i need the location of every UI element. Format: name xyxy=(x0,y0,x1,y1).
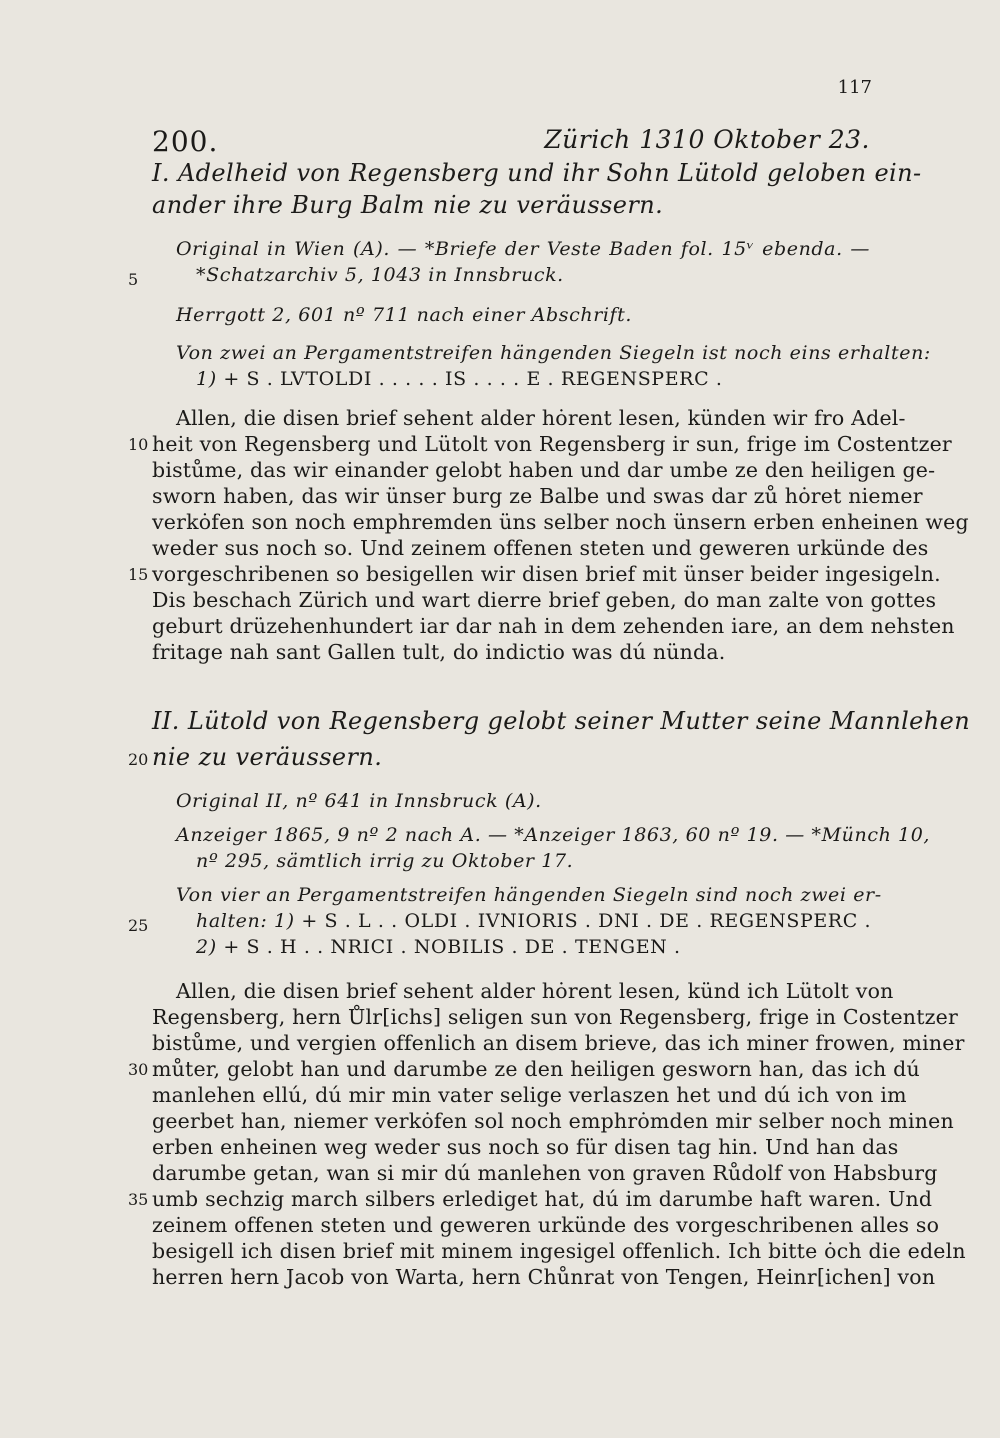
part2-text-line: můter, gelobt han und darumbe ze den heiligen gesworn han, das ich dú xyxy=(152,1057,920,1081)
part1-text-line: bistůme, das wir einander gelobt haben und dar umbe ze den heiligen ge- xyxy=(152,458,936,482)
part1-seal-legend: S . LVTOLDI . . . . . IS . . . . E . REGENSPERC . xyxy=(246,368,723,390)
part2-seal-line xyxy=(196,908,870,934)
document-number: 200. xyxy=(152,125,219,158)
part2-text-line: geerbet han, niemer verkȯfen sol noch emphrȯmden mir selber noch minen xyxy=(152,1109,954,1133)
page-number: 117 xyxy=(837,77,872,98)
part1-heading-line: ander ihre Burg Balm nie zu veräussern. xyxy=(152,191,664,219)
part1-text-line: verkȯfen son noch emphremden üns selber noch ünsern erben enheinen weg xyxy=(152,510,969,534)
part2-text-line: darumbe getan, wan si mir dú manlehen von graven Růdolf von Habsburg xyxy=(152,1161,938,1185)
part2-text-line: zeinem offenen steten und geweren urkünde des vorgeschribenen alles so xyxy=(152,1213,940,1237)
part1-text-line: sworn haben, das wir ünser burg ze Balbe und swas dar zů hȯret niemer xyxy=(152,484,923,508)
part2-seal-legend-1: S . L . . OLDI . IVNIORIS . DNI . DE . REGENSPERC . xyxy=(324,910,872,932)
part1-seal-number: 1) + xyxy=(196,368,240,390)
part2-refs-line: Anzeiger 1865, 9 nº 2 nach A. — *Anzeiger 1863, 60 nº 19. — *Münch 10, xyxy=(176,824,931,846)
part1-seal-note: Von zwei an Pergamentstreifen hängenden Siegeln ist noch eins erhalten: xyxy=(176,342,931,364)
part2-text-line: besigell ich disen brief mit minem ingesigel offenlich. Ich bitte ȯch die edeln xyxy=(152,1239,966,1263)
part2-text-line: umb sechzig march silbers erlediget hat, dú im darumbe haft waren. Und xyxy=(152,1187,933,1211)
part2-text-line: Regensberg, hern Ůlr[ichs] seligen sun von Regensberg, frige in Costentzer xyxy=(152,1005,958,1029)
part2-seal-note-cont: halten: 1) + xyxy=(196,910,318,932)
part2-text-line: bistůme, und vergien offenlich an disem brieve, das ich miner frowen, miner xyxy=(152,1031,965,1055)
line-number: 15 xyxy=(128,565,149,584)
part1-text-line: weder sus noch so. Und zeinem offenen steten und geweren urkünde des xyxy=(152,536,929,560)
part1-text-line: heit von Regensberg und Lütolt von Regensberg ir sun, frige im Costentzer xyxy=(152,432,952,456)
part1-edition: Herrgott 2, 601 nº 711 nach einer Abschrift. xyxy=(176,304,633,326)
part1-seal-line xyxy=(196,366,870,392)
dateline: Zürich 1310 Oktober 23. xyxy=(544,125,870,154)
part1-text-line: fritage nah sant Gallen tult, do indictio was dú nünda. xyxy=(152,640,726,664)
part1-heading-line: I. Adelheid von Regensberg und ihr Sohn Lütold geloben ein- xyxy=(152,159,922,187)
part1-sources-line: Original in Wien (A). — *Briefe der Veste Baden fol. 15ᵛ ebenda. — xyxy=(176,238,870,260)
line-number: 25 xyxy=(128,916,149,935)
part2-text-line: manlehen ellú, dú mir min vater selige verlaszen het und dú ich von im xyxy=(152,1083,907,1107)
part2-text-line: Allen, die disen brief sehent alder hȯrent lesen, künd ich Lütolt von xyxy=(176,979,894,1003)
part2-seal-legend-2: S . H . . NRICI . NOBILIS . DE . TENGEN . xyxy=(246,936,681,958)
part2-text-line: erben enheinen weg weder sus noch so für disen tag hin. Und han das xyxy=(152,1135,899,1159)
part1-sources-line: *Schatzarchiv 5, 1043 in Innsbruck. xyxy=(196,264,564,286)
part2-seal-note: Von vier an Pergamentstreifen hängenden Siegeln sind noch zwei er- xyxy=(176,884,882,906)
line-number: 35 xyxy=(128,1190,149,1209)
part2-heading-line: II. Lütold von Regensberg gelobt seiner Mutter seine Mannlehen xyxy=(152,707,971,735)
part2-seal-number-2: 2) + xyxy=(196,936,240,958)
line-number: 10 xyxy=(128,435,149,454)
part2-heading-line: nie zu veräussern. xyxy=(152,743,383,771)
part2-seal-line xyxy=(196,934,870,960)
part2-source: Original II, nº 641 in Innsbruck (A). xyxy=(176,790,542,812)
line-number: 30 xyxy=(128,1060,149,1079)
part1-text-line: geburt drüzehenhundert iar dar nah in dem zehenden iare, an dem nehsten xyxy=(152,614,955,638)
line-number: 20 xyxy=(128,750,149,769)
part1-text-line: Dis beschach Zürich und wart dierre brief geben, do man zalte von gottes xyxy=(152,588,937,612)
part1-text-line: Allen, die disen brief sehent alder hȯrent lesen, künden wir fro Adel- xyxy=(176,406,906,430)
part1-text-line: vorgeschribenen so besigellen wir disen brief mit ünser beider ingesigeln. xyxy=(152,562,941,586)
part2-refs-line: nº 295, sämtlich irrig zu Oktober 17. xyxy=(196,850,574,872)
line-number: 5 xyxy=(128,270,139,289)
part2-text-line: herren hern Jacob von Warta, hern Chůnrat von Tengen, Heinr[ichen] von xyxy=(152,1265,936,1289)
